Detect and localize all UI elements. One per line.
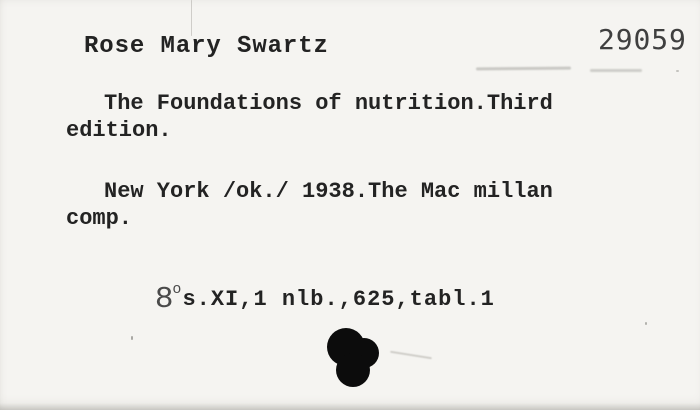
imprint-line-1: New York /ok./ 1938.The Mac millan <box>104 179 553 204</box>
paper-edge-shadow <box>0 403 700 410</box>
accession-number: 29059 <box>598 23 687 56</box>
title-line-1: The Foundations of nutrition.Third <box>104 91 553 116</box>
collation-details: s.XI,1 nlb.,625,tabl.1 <box>182 287 495 312</box>
ink-blot-icon <box>321 326 383 390</box>
title-line-2: edition. <box>66 118 172 143</box>
paper-speck <box>676 70 679 72</box>
paper-speck <box>645 322 647 325</box>
imprint-line-2: comp. <box>66 206 133 231</box>
collation-line <box>102 262 495 337</box>
fold-crease-line <box>191 0 192 36</box>
pencil-smudge-mark <box>590 69 642 72</box>
format-size-ordinal: o <box>172 281 182 298</box>
scratch-mark <box>390 351 432 360</box>
author-heading: Rose Mary Swartz <box>84 33 329 60</box>
paper-speck <box>131 336 133 340</box>
pencil-smudge-mark <box>476 67 571 71</box>
format-size-numeral: 8 <box>154 282 174 317</box>
